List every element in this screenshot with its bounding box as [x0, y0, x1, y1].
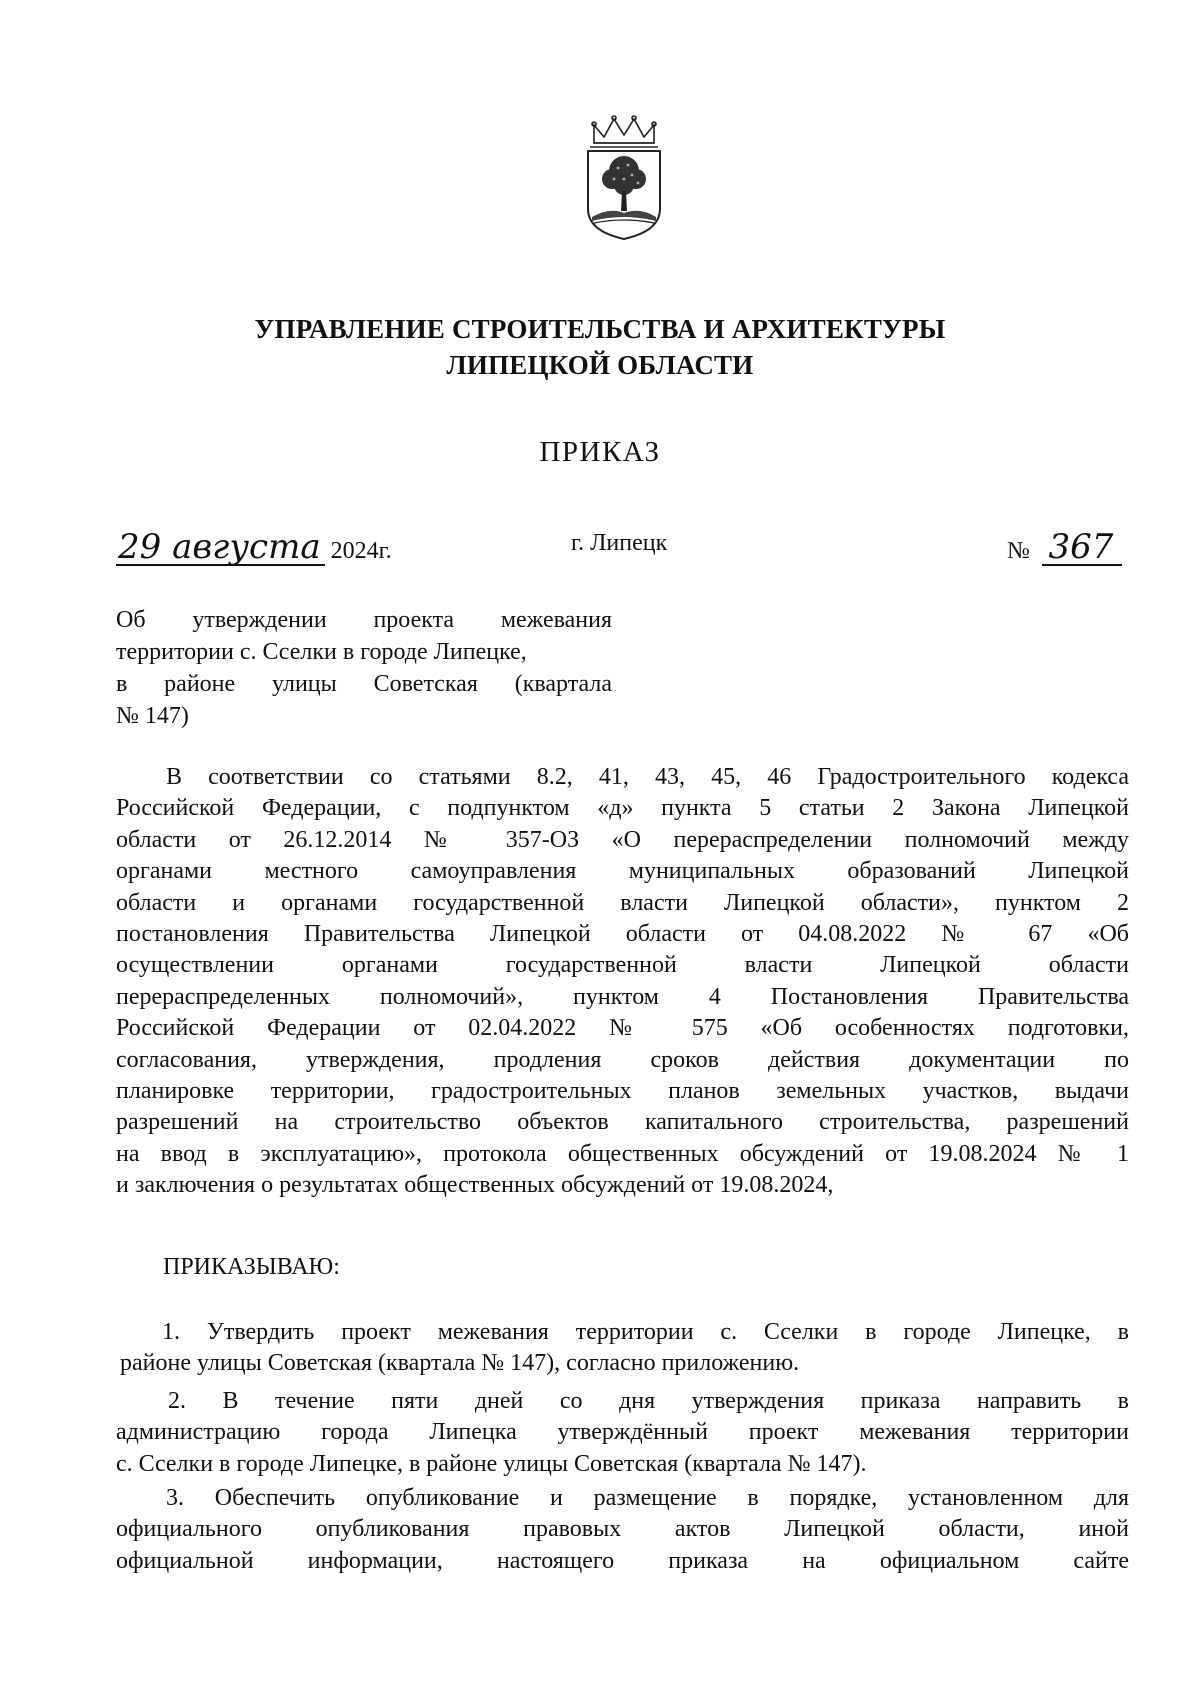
subject-line: в районе улицы Советская (квартала: [116, 671, 612, 697]
order-item-2: [116, 1386, 1129, 1480]
preamble-line: органами местного самоуправления муниципальных образований Липецкой: [116, 858, 1129, 885]
preamble-line: области и органами государственной власти Липецкой области», пунктом 2: [116, 889, 1129, 916]
item-line: официального опубликования правовых актов Липецкой области, иной: [116, 1516, 1129, 1543]
preamble-line: перераспределенных полномочий», пунктом 4 Постановления Правительства: [116, 983, 1129, 1010]
preamble-line: на ввод в эксплуатацию», протокола общественных обсуждений от 19.08.2024 № 1: [116, 1140, 1129, 1167]
item-line: 1. Утвердить проект межевания территории с. Сселки в городе Липецке, в: [162, 1319, 1129, 1345]
number-sign: №: [1007, 538, 1030, 564]
item-line: официальной информации, настоящего приказа на официальном сайте: [116, 1547, 1129, 1574]
preamble-line: согласования, утверждения, продления сроков действия документации по: [116, 1046, 1129, 1073]
order-number: [1007, 527, 1122, 567]
preamble-line: Российской Федерации, с подпунктом «д» пункта 5 статьи 2 Закона Липецкой: [116, 795, 1129, 822]
handwritten-number: 367: [1042, 530, 1122, 566]
preamble-line: планировке территории, градостроительных планов земельных участков, выдачи: [116, 1078, 1129, 1105]
preamble-line: Российской Федерации от 02.04.2022 № 575 «Об особенностях подготовки,: [116, 1015, 1129, 1042]
coat-of-arms-icon: [580, 113, 668, 241]
preamble-line: постановления Правительства Липецкой области от 04.08.2022 № 67 «Об: [116, 921, 1129, 948]
order-city: г. Липецк: [571, 530, 668, 556]
order-date: [116, 527, 392, 567]
order-item-3: [116, 1483, 1129, 1577]
preamble-paragraph: [116, 762, 1129, 1202]
order-word: ПРИКАЗЫВАЮ:: [163, 1254, 340, 1280]
item-line: с. Сселки в городе Липецке, в районе улицы Советская (квартала № 147).: [116, 1450, 867, 1477]
order-year: 2024г.: [330, 538, 392, 564]
preamble-line: и заключения о результатах общественных обсуждений от 19.08.2024,: [116, 1172, 834, 1199]
item-line: администрацию города Липецка утверждённый проект межевания территории: [116, 1419, 1129, 1446]
subject-line: территории с. Сселки в городе Липецке,: [116, 639, 527, 665]
preamble-line: В соответствии со статьями 8.2, 41, 43, 45, 46 Градостроительного кодекса: [166, 764, 1129, 790]
item-line: районе улицы Советская (квартала № 147), согласно приложению.: [120, 1350, 800, 1377]
item-line: 2. В течение пяти дней со дня утверждения приказа направить в: [168, 1388, 1129, 1414]
organization-name-line2: ЛИПЕЦКОЙ ОБЛАСТИ: [446, 350, 754, 380]
organization-name-line1: УПРАВЛЕНИЕ СТРОИТЕЛЬСТВА И АРХИТЕКТУРЫ: [254, 314, 946, 344]
handwritten-date: 29 августа: [116, 530, 325, 566]
preamble-line: осуществлении органами государственной власти Липецкой области: [116, 952, 1129, 979]
order-item-1: [116, 1317, 1129, 1380]
item-line: 3. Обеспечить опубликование и размещение в порядке, установленном для: [166, 1485, 1129, 1511]
document-type-title: ПРИКАЗ: [539, 436, 661, 468]
subject-line: Об утверждении проекта межевания: [116, 607, 612, 633]
preamble-line: разрешений на строительство объектов капитального строительства, разрешений: [116, 1109, 1129, 1136]
subject-line: № 147): [116, 703, 189, 729]
preamble-line: области от 26.12.2014 № 357-ОЗ «О перераспределении полномочий между: [116, 826, 1129, 853]
order-subject: [116, 604, 612, 732]
